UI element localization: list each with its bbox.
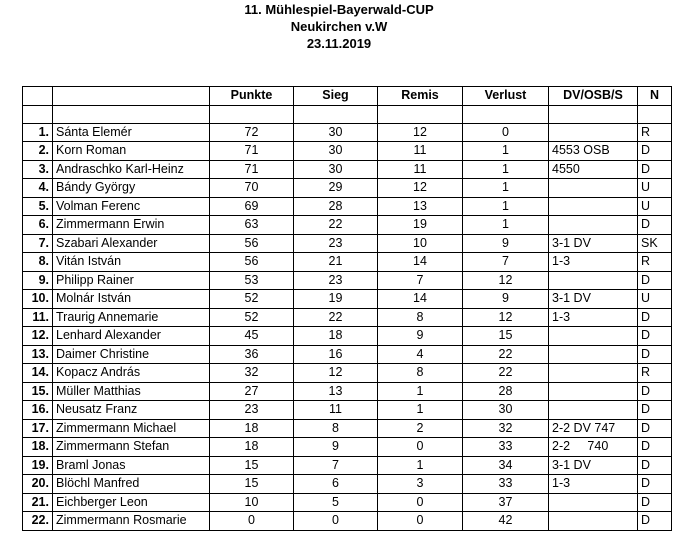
player-name-cell: Traurig Annemarie [53,308,210,327]
remis-cell: 12 [378,179,463,198]
player-name-cell: Vitán István [53,253,210,272]
player-name-cell: Andraschko Karl-Heinz [53,160,210,179]
nation-cell: U [638,197,672,216]
player-name-cell: Blöchl Manfred [53,475,210,494]
nation-cell: D [638,308,672,327]
player-name-cell: Szabari Alexander [53,234,210,253]
sieg-cell: 28 [294,197,378,216]
table-row [23,271,672,290]
nation-cell: R [638,123,672,142]
nation-cell: D [638,216,672,235]
dv-osb-cell [549,179,638,198]
table-row [23,364,672,383]
verlust-cell: 1 [463,160,549,179]
punkte-cell: 72 [210,123,294,142]
punkte-cell: 15 [210,456,294,475]
table-row [23,512,672,531]
remis-cell: 1 [378,456,463,475]
verlust-cell: 22 [463,364,549,383]
rank-cell: 7. [23,234,53,253]
punkte-cell: 52 [210,290,294,309]
player-name-cell: Zimmermann Stefan [53,438,210,457]
dv-osb-cell [549,382,638,401]
rank-cell: 1. [23,123,53,142]
nation-cell: D [638,160,672,179]
dv-osb-cell [549,271,638,290]
rank-cell: 19. [23,456,53,475]
rank-cell: 5. [23,197,53,216]
table-row [23,179,672,198]
nation-cell: D [638,327,672,346]
nation-cell: D [638,345,672,364]
dv-osb-cell: 1-3 [549,253,638,272]
remis-cell: 19 [378,216,463,235]
punkte-cell: 71 [210,160,294,179]
remis-cell: 12 [378,123,463,142]
header-name [53,87,210,106]
nation-cell: D [638,401,672,420]
player-name-cell: Zimmermann Michael [53,419,210,438]
verlust-cell: 1 [463,179,549,198]
remis-cell: 11 [378,160,463,179]
sieg-cell: 7 [294,456,378,475]
rank-cell: 22. [23,512,53,531]
punkte-cell: 53 [210,271,294,290]
verlust-cell: 1 [463,197,549,216]
table-row [23,456,672,475]
verlust-cell: 15 [463,327,549,346]
verlust-cell: 28 [463,382,549,401]
sieg-cell: 30 [294,142,378,161]
punkte-cell: 56 [210,234,294,253]
sieg-cell: 29 [294,179,378,198]
table-row [23,308,672,327]
table-row [23,438,672,457]
punkte-cell: 52 [210,308,294,327]
remis-cell: 0 [378,438,463,457]
nation-cell: D [638,419,672,438]
sieg-cell: 30 [294,160,378,179]
sieg-cell: 12 [294,364,378,383]
table-row [23,475,672,494]
tournament-date: 23.11.2019 [306,36,372,51]
punkte-cell: 63 [210,216,294,235]
dv-osb-cell [549,216,638,235]
remis-cell: 3 [378,475,463,494]
table-row [23,253,672,272]
rank-cell: 21. [23,493,53,512]
player-name-cell: Daimer Christine [53,345,210,364]
sieg-cell: 6 [294,475,378,494]
remis-cell: 0 [378,512,463,531]
dv-osb-cell [549,197,638,216]
punkte-cell: 27 [210,382,294,401]
table-header-row [23,87,672,106]
table-row [23,419,672,438]
table-row [23,216,672,235]
sieg-cell: 23 [294,271,378,290]
blank-cell [210,105,294,123]
punkte-cell: 70 [210,179,294,198]
player-name-cell: Bándy György [53,179,210,198]
remis-cell: 2 [378,419,463,438]
punkte-cell: 36 [210,345,294,364]
dv-osb-cell: 3-1 DV [549,290,638,309]
punkte-cell: 71 [210,142,294,161]
punkte-cell: 56 [210,253,294,272]
table-row [23,123,672,142]
punkte-cell: 23 [210,401,294,420]
verlust-cell: 37 [463,493,549,512]
nation-cell: D [638,438,672,457]
player-name-cell: Eichberger Leon [53,493,210,512]
remis-cell: 0 [378,493,463,512]
tournament-title: 11. Mühlespiel-Bayerwald-CUP [244,2,434,17]
header-n: N [638,87,672,106]
header-remis: Remis [378,87,463,106]
rank-cell: 9. [23,271,53,290]
sieg-cell: 11 [294,401,378,420]
dv-osb-cell [549,401,638,420]
remis-cell: 8 [378,308,463,327]
table-row [23,345,672,364]
sieg-cell: 0 [294,512,378,531]
blank-row [23,105,672,123]
player-name-cell: Korn Roman [53,142,210,161]
verlust-cell: 1 [463,142,549,161]
table-row [23,142,672,161]
rank-cell: 18. [23,438,53,457]
sieg-cell: 19 [294,290,378,309]
rank-cell: 6. [23,216,53,235]
sieg-cell: 16 [294,345,378,364]
remis-cell: 14 [378,253,463,272]
dv-osb-cell: 2-2 740 [549,438,638,457]
blank-cell [463,105,549,123]
punkte-cell: 45 [210,327,294,346]
remis-cell: 10 [378,234,463,253]
blank-cell [378,105,463,123]
sieg-cell: 5 [294,493,378,512]
verlust-cell: 30 [463,401,549,420]
blank-cell [23,105,53,123]
table-row [23,160,672,179]
table-row [23,290,672,309]
nation-cell: SK [638,234,672,253]
rank-cell: 14. [23,364,53,383]
player-name-cell: Volman Ferenc [53,197,210,216]
rank-cell: 16. [23,401,53,420]
punkte-cell: 69 [210,197,294,216]
nation-cell: D [638,382,672,401]
sieg-cell: 18 [294,327,378,346]
punkte-cell: 15 [210,475,294,494]
rank-cell: 20. [23,475,53,494]
remis-cell: 4 [378,345,463,364]
player-name-cell: Neusatz Franz [53,401,210,420]
header-sieg: Sieg [294,87,378,106]
sieg-cell: 30 [294,123,378,142]
verlust-cell: 0 [463,123,549,142]
verlust-cell: 7 [463,253,549,272]
dv-osb-cell [549,364,638,383]
table-row [23,197,672,216]
punkte-cell: 10 [210,493,294,512]
sieg-cell: 21 [294,253,378,272]
verlust-cell: 34 [463,456,549,475]
nation-cell: D [638,493,672,512]
remis-cell: 7 [378,271,463,290]
table-row [23,493,672,512]
nation-cell: R [638,364,672,383]
verlust-cell: 9 [463,290,549,309]
player-name-cell: Kopacz András [53,364,210,383]
verlust-cell: 1 [463,216,549,235]
table-row [23,401,672,420]
dv-osb-cell [549,327,638,346]
sieg-cell: 22 [294,216,378,235]
dv-osb-cell: 1-3 [549,475,638,494]
remis-cell: 13 [378,197,463,216]
dv-osb-cell: 4550 [549,160,638,179]
nation-cell: D [638,456,672,475]
player-name-cell: Lenhard Alexander [53,327,210,346]
remis-cell: 14 [378,290,463,309]
verlust-cell: 9 [463,234,549,253]
verlust-cell: 33 [463,438,549,457]
verlust-cell: 32 [463,419,549,438]
rank-cell: 12. [23,327,53,346]
sieg-cell: 9 [294,438,378,457]
nation-cell: U [638,290,672,309]
results-table [22,86,672,531]
rank-cell: 15. [23,382,53,401]
sieg-cell: 23 [294,234,378,253]
rank-cell: 3. [23,160,53,179]
dv-osb-cell: 2-2 DV 747 [549,419,638,438]
rank-cell: 11. [23,308,53,327]
nation-cell: D [638,142,672,161]
remis-cell: 1 [378,401,463,420]
blank-cell [549,105,638,123]
blank-cell [53,105,210,123]
dv-osb-cell: 3-1 DV [549,234,638,253]
blank-cell [294,105,378,123]
player-name-cell: Müller Matthias [53,382,210,401]
remis-cell: 8 [378,364,463,383]
nation-cell: U [638,179,672,198]
dv-osb-cell [549,123,638,142]
punkte-cell: 32 [210,364,294,383]
nation-cell: D [638,271,672,290]
header-verlust: Verlust [463,87,549,106]
nation-cell: D [638,475,672,494]
rank-cell: 13. [23,345,53,364]
remis-cell: 11 [378,142,463,161]
header-rank [23,87,53,106]
punkte-cell: 18 [210,419,294,438]
player-name-cell: Molnár István [53,290,210,309]
player-name-cell: Sánta Elemér [53,123,210,142]
verlust-cell: 33 [463,475,549,494]
remis-cell: 1 [378,382,463,401]
verlust-cell: 42 [463,512,549,531]
punkte-cell: 0 [210,512,294,531]
nation-cell: R [638,253,672,272]
blank-cell [638,105,672,123]
verlust-cell: 22 [463,345,549,364]
dv-osb-cell: 4553 OSB [549,142,638,161]
table-row [23,327,672,346]
punkte-cell: 18 [210,438,294,457]
player-name-cell: Zimmermann Rosmarie [53,512,210,531]
sieg-cell: 22 [294,308,378,327]
dv-osb-cell: 3-1 DV [549,456,638,475]
player-name-cell: Braml Jonas [53,456,210,475]
document-header [0,0,678,52]
table-row [23,234,672,253]
dv-osb-cell [549,345,638,364]
verlust-cell: 12 [463,271,549,290]
sieg-cell: 13 [294,382,378,401]
player-name-cell: Zimmermann Erwin [53,216,210,235]
nation-cell: D [638,512,672,531]
sieg-cell: 8 [294,419,378,438]
header-dv: DV/OSB/S [549,87,638,106]
table-row [23,382,672,401]
dv-osb-cell: 1-3 [549,308,638,327]
tournament-location: Neukirchen v.W [290,19,388,34]
rank-cell: 10. [23,290,53,309]
player-name-cell: Philipp Rainer [53,271,210,290]
dv-osb-cell [549,512,638,531]
rank-cell: 2. [23,142,53,161]
header-punkte: Punkte [210,87,294,106]
rank-cell: 17. [23,419,53,438]
rank-cell: 4. [23,179,53,198]
verlust-cell: 12 [463,308,549,327]
rank-cell: 8. [23,253,53,272]
dv-osb-cell [549,493,638,512]
remis-cell: 9 [378,327,463,346]
